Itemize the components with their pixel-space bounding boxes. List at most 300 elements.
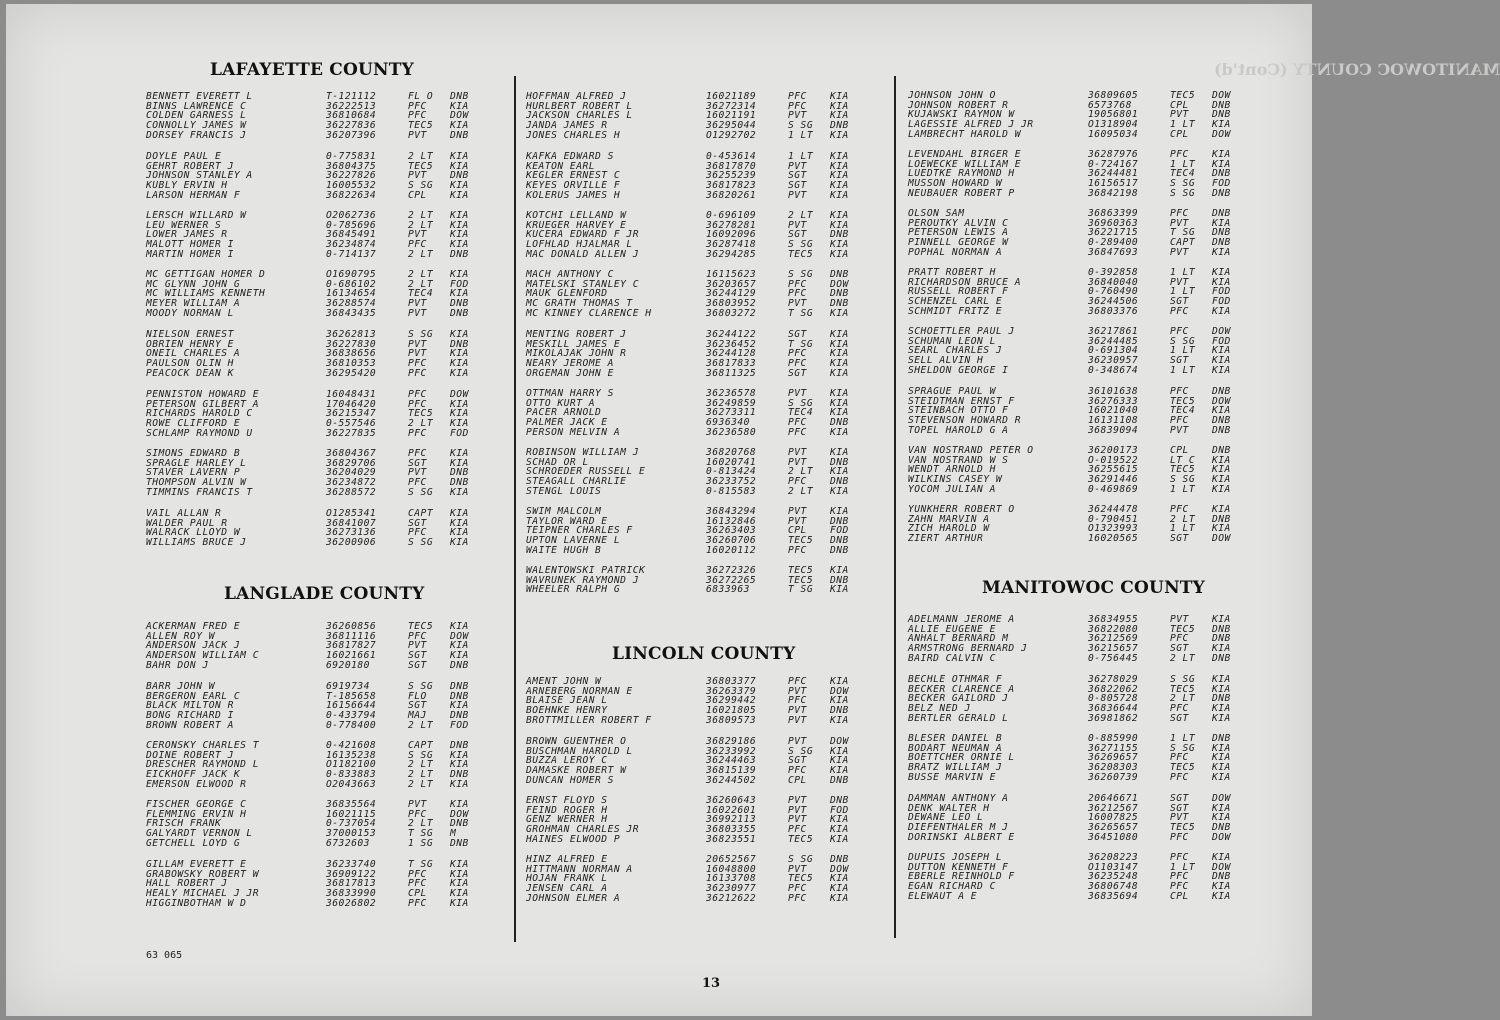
soldier-rank: PFC: [408, 897, 427, 909]
soldier-serial: 36809573: [706, 714, 757, 726]
soldier-rank: PVT: [788, 685, 807, 697]
soldier-rank: SGT: [1170, 296, 1189, 308]
soldier-status: KIA: [1212, 881, 1231, 893]
soldier-rank: TEC4: [788, 407, 814, 419]
soldier-serial: 20652567: [706, 854, 757, 865]
soldier-name: LARSON HERMAN F: [146, 189, 241, 201]
soldier-serial: 36222513: [326, 100, 377, 112]
soldier-serial: 36834955: [1088, 614, 1139, 625]
soldier-serial: 36208303: [1088, 762, 1139, 774]
soldier-serial: 36803376: [1088, 305, 1139, 317]
soldier-serial: 36215347: [326, 408, 377, 420]
soldier-serial: 36244481: [1088, 168, 1139, 180]
soldier-status: DNB: [450, 659, 469, 671]
soldier-rank: PFC: [1170, 326, 1189, 337]
soldier-rank: SGT: [408, 659, 427, 671]
soldier-name: JOHNSON JOHN O: [908, 90, 996, 101]
column-rule-left: [514, 76, 516, 942]
soldier-status: KIA: [1212, 504, 1231, 515]
soldier-rank: PVT: [788, 160, 807, 172]
soldier-serial: 16131108: [1088, 415, 1139, 427]
soldier-name: CERONSKY CHARLES T: [146, 740, 259, 751]
soldier-status: KIA: [830, 170, 849, 182]
soldier-rank: TEC5: [788, 833, 814, 845]
soldier-serial: 36288572: [326, 486, 377, 498]
soldier-serial: 36840040: [1088, 276, 1139, 288]
soldier-name: CONNOLLY JAMES W: [146, 120, 247, 132]
soldier-rank: SGT: [788, 180, 807, 192]
soldier-rank: S SG: [1170, 742, 1196, 754]
soldier-rank: PFC: [1170, 208, 1189, 219]
soldier-name: SCHMIDT FRITZ E: [908, 305, 1003, 317]
soldier-serial: 16092096: [706, 229, 757, 241]
soldier-status: FOD: [450, 278, 469, 290]
soldier-serial: 0-833883: [326, 769, 377, 781]
soldier-status: KIA: [830, 814, 849, 826]
soldier-serial: 36244129: [706, 288, 757, 300]
soldier-rank: S SG: [1170, 335, 1196, 347]
soldier-serial: 36817827: [326, 640, 377, 652]
soldier-status: KIA: [830, 407, 849, 419]
soldier-serial: 0-289400: [1088, 237, 1139, 249]
soldier-serial: O2043663: [326, 778, 377, 790]
soldier-serial: 36451080: [1088, 831, 1139, 843]
soldier-serial: 16132846: [706, 515, 757, 527]
soldier-rank: PFC: [788, 417, 807, 429]
soldier-status: KIA: [450, 367, 469, 379]
soldier-rank: S SG: [408, 749, 434, 761]
soldier-rank: FL O: [408, 91, 434, 102]
soldier-name: JONES CHARLES H: [526, 129, 621, 141]
soldier-serial: 36835564: [326, 799, 377, 810]
soldier-name: PAULSON OLIN H: [146, 358, 234, 370]
soldier-rank: PVT: [408, 338, 427, 350]
soldier-rank: PVT: [408, 467, 427, 479]
soldier-name: GRABOWSKY ROBERT W: [146, 868, 259, 880]
soldier-status: DNB: [450, 710, 469, 722]
soldier-rank: CAPT: [408, 508, 434, 519]
soldier-name: SCHROEDER RUSSELL E: [526, 466, 646, 478]
soldier-serial: 36227835: [326, 427, 377, 439]
soldier-name: PEROUTKY ALVIN C: [908, 217, 1009, 229]
soldier-name: BLESER DANIEL B: [908, 733, 1003, 744]
soldier-status: DNB: [1212, 652, 1231, 664]
soldier-serial: 36233752: [706, 476, 757, 488]
soldier-status: DOW: [1212, 831, 1231, 843]
soldier-name: JACKSON CHARLES L: [526, 110, 633, 122]
soldier-rank: MAJ: [408, 710, 427, 722]
soldier-serial: 36260706: [706, 535, 757, 547]
soldier-name: OTTMAN HARRY S: [526, 388, 614, 399]
soldier-status: KIA: [830, 506, 849, 517]
soldier-status: FOD: [450, 427, 469, 439]
soldier-status: KIA: [1212, 890, 1231, 902]
soldier-serial: 36295044: [706, 120, 757, 132]
soldier-status: DNB: [1212, 445, 1231, 456]
soldier-serial: 36263403: [706, 525, 757, 537]
soldier-rank: S SG: [788, 269, 814, 280]
soldier-name: PACER ARNOLD: [526, 407, 602, 419]
soldier-name: ROWE CLIFFORD E: [146, 418, 241, 430]
soldier-status: KIA: [1212, 305, 1231, 317]
soldier-serial: 36244478: [1088, 504, 1139, 515]
soldier-serial: 36823551: [706, 833, 757, 845]
soldier-status: KIA: [830, 447, 849, 458]
soldier-serial: 36909122: [326, 868, 377, 880]
soldier-name: STENGL LOUIS: [526, 485, 602, 497]
soldier-status: KIA: [450, 897, 469, 909]
soldier-name: ERNST FLOYD S: [526, 795, 608, 806]
soldier-serial: 36244502: [706, 774, 757, 786]
soldier-serial: O1318904: [1088, 119, 1139, 131]
soldier-serial: 6936340: [706, 417, 750, 429]
soldier-serial: 16133708: [706, 873, 757, 885]
soldier-rank: TEC5: [788, 574, 814, 586]
soldier-status: KIA: [450, 888, 469, 900]
soldier-rank: SGT: [1170, 802, 1189, 814]
soldier-status: KIA: [1212, 405, 1231, 417]
soldier-status: DOW: [450, 389, 469, 400]
soldier-serial: 36272314: [706, 100, 757, 112]
soldier-status: KIA: [830, 129, 849, 141]
soldier-rank: PFC: [788, 358, 807, 370]
soldier-name: BOEHNKE HENRY: [526, 705, 608, 717]
soldier-rank: PFC: [1170, 633, 1189, 645]
soldier-rank: 1 LT: [788, 129, 814, 141]
soldier-name: MALOTT HOMER I: [146, 239, 234, 251]
soldier-rank: S SG: [408, 681, 434, 692]
soldier-status: DOW: [1212, 793, 1231, 804]
soldier-status: KIA: [1212, 812, 1231, 824]
soldier-serial: 0-433794: [326, 710, 377, 722]
soldier-serial: 0-813424: [706, 466, 757, 478]
soldier-name: MC WILLIAMS KENNETH: [146, 288, 266, 300]
soldier-rank: PVT: [1170, 276, 1189, 288]
soldier-rank: 1 LT: [1170, 286, 1196, 298]
soldier-name: PENNISTON HOWARD E: [146, 389, 259, 400]
soldier-name: SCHUMAN LEON L: [908, 335, 996, 347]
soldier-rank: 1 SG: [408, 837, 434, 849]
soldier-serial: 36804367: [326, 448, 377, 459]
soldier-rank: 2 LT: [408, 719, 434, 731]
soldier-name: PERSON MELVIN A: [526, 426, 621, 438]
soldier-name: WILLIAMS BRUCE J: [146, 537, 247, 549]
soldier-rank: PVT: [1170, 812, 1189, 824]
soldier-serial: 36863399: [1088, 208, 1139, 219]
soldier-serial: 36278029: [1088, 674, 1139, 685]
soldier-status: KIA: [830, 873, 849, 885]
soldier-serial: 36804375: [326, 160, 377, 172]
soldier-rank: 2 LT: [408, 219, 434, 231]
soldier-serial: 36291446: [1088, 474, 1139, 486]
soldier-serial: 36236578: [706, 388, 757, 399]
soldier-status: DNB: [1212, 513, 1231, 525]
soldier-status: KIA: [1212, 158, 1231, 170]
soldier-name: ALLIE EUGENE E: [908, 623, 996, 635]
soldier-rank: PVT: [408, 348, 427, 360]
soldier-status: KIA: [1212, 762, 1231, 774]
soldier-serial: 36810684: [326, 110, 377, 122]
soldier-serial: 36820768: [706, 447, 757, 458]
soldier-status: KIA: [830, 248, 849, 260]
soldier-serial: 36829186: [706, 736, 757, 747]
soldier-serial: 36288574: [326, 298, 377, 310]
soldier-serial: 36835694: [1088, 890, 1139, 902]
soldier-serial: 36260856: [326, 621, 377, 632]
soldier-rank: PFC: [788, 426, 807, 438]
soldier-status: KIA: [450, 329, 469, 340]
soldier-name: KAFKA EDWARD S: [526, 151, 614, 162]
soldier-rank: PFC: [788, 824, 807, 836]
soldier-rank: PFC: [1170, 752, 1189, 764]
soldier-status: DNB: [830, 298, 849, 310]
soldier-rank: 1 LT: [1170, 158, 1196, 170]
soldier-name: ARNEBERG NORMAN E: [526, 685, 633, 697]
soldier-serial: 0-737054: [326, 818, 377, 830]
soldier-name: STEINBACH OTTO F: [908, 405, 1009, 417]
soldier-name: ALLEN ROY W: [146, 630, 216, 642]
soldier-status: DOW: [1212, 395, 1231, 407]
soldier-rank: T SG: [788, 584, 814, 596]
soldier-rank: 2 LT: [788, 466, 814, 478]
soldier-name: MC GRATH THOMAS T: [526, 298, 633, 310]
soldier-rank: CPL: [1170, 128, 1189, 140]
soldier-serial: 36806748: [1088, 881, 1139, 893]
soldier-status: KIA: [830, 485, 849, 497]
soldier-serial: 16115623: [706, 269, 757, 280]
soldier-status: KIA: [1212, 345, 1231, 357]
soldier-serial: 16007825: [1088, 812, 1139, 824]
soldier-serial: 16021805: [706, 705, 757, 717]
soldier-rank: S SG: [788, 239, 814, 251]
soldier-rank: TEC5: [1170, 90, 1196, 101]
soldier-name: DORSEY FRANCIS J: [146, 129, 247, 141]
soldier-name: KOLERUS JAMES H: [526, 189, 621, 201]
soldier-serial: 0-756445: [1088, 652, 1139, 664]
county-heading: LANGLADE COUNTY: [224, 584, 425, 604]
soldier-serial: 6732603: [326, 837, 370, 849]
soldier-name: BRATZ WILLIAM J: [908, 762, 1003, 774]
soldier-name: VAN NOSTRAND PETER O: [908, 445, 1034, 456]
soldier-rank: SGT: [1170, 355, 1189, 367]
soldier-rank: 2 LT: [1170, 652, 1196, 664]
soldier-serial: 36278281: [706, 219, 757, 231]
soldier-serial: 36204029: [326, 467, 377, 479]
soldier-status: DNB: [1212, 733, 1231, 744]
soldier-status: KIA: [1212, 643, 1231, 655]
soldier-name: BERTLER GERALD L: [908, 712, 1009, 724]
soldier-name: SEARL CHARLES J: [908, 345, 1003, 357]
soldier-name: BUZZA LEROY C: [526, 755, 608, 767]
soldier-name: SCHAD OR L: [526, 456, 589, 468]
soldier-name: EGAN RICHARD C: [908, 881, 996, 893]
soldier-name: BINNS LAWRENCE C: [146, 100, 247, 112]
soldier-rank: CAPT: [1170, 237, 1196, 249]
soldier-rank: PFC: [788, 883, 807, 895]
soldier-rank: S SG: [788, 397, 814, 409]
soldier-serial: 36026802: [326, 897, 377, 909]
soldier-name: HINZ ALFRED E: [526, 854, 608, 865]
soldier-status: DOW: [1212, 861, 1231, 873]
soldier-name: ANHALT BERNARD M: [908, 633, 1009, 645]
soldier-name: JOHNSON STANLEY A: [146, 170, 253, 182]
soldier-status: KIA: [450, 799, 469, 810]
soldier-serial: 0-453614: [706, 151, 757, 162]
soldier-status: KIA: [450, 120, 469, 132]
soldier-rank: PVT: [788, 110, 807, 122]
soldier-status: KIA: [450, 527, 469, 539]
soldier-name: RICHARDS HAROLD C: [146, 408, 253, 420]
soldier-name: ZAHN MARVIN A: [908, 513, 990, 525]
soldier-name: WALENTOWSKI PATRICK: [526, 565, 646, 576]
soldier-name: MESKILL JAMES E: [526, 338, 621, 350]
soldier-name: WAITE HUGH B: [526, 544, 602, 556]
soldier-name: SCHOETTLER PAUL J: [908, 326, 1015, 337]
soldier-rank: PFC: [408, 878, 427, 890]
soldier-status: FOD: [1212, 335, 1231, 347]
soldier-status: KIA: [450, 288, 469, 300]
soldier-status: KIA: [1212, 683, 1231, 695]
soldier-serial: 36215657: [1088, 643, 1139, 655]
soldier-status: DNB: [1212, 386, 1231, 397]
soldier-name: MUSSON HOWARD W: [908, 178, 1003, 190]
soldier-status: FOD: [450, 719, 469, 731]
soldier-name: LOEWECKE WILLIAM E: [908, 158, 1021, 170]
soldier-serial: 36249859: [706, 397, 757, 409]
soldier-serial: 0-691304: [1088, 345, 1139, 357]
soldier-serial: 36845491: [326, 229, 377, 241]
soldier-rank: PFC: [788, 544, 807, 556]
soldier-serial: 37000153: [326, 828, 377, 840]
soldier-rank: S SG: [1170, 674, 1196, 685]
soldier-name: FEIND ROGER H: [526, 804, 608, 816]
soldier-name: WALDER PAUL R: [146, 517, 228, 529]
soldier-name: HEALY MICHAEL J JR: [146, 888, 259, 900]
soldier-serial: 16021115: [326, 808, 377, 820]
soldier-rank: 1 LT: [1170, 119, 1196, 131]
soldier-serial: T-121112: [326, 91, 377, 102]
soldier-serial: 0-469869: [1088, 483, 1139, 495]
page-number: 13: [702, 976, 721, 991]
soldier-name: SPRAGLE HARLEY L: [146, 457, 247, 469]
soldier-status: KIA: [450, 408, 469, 420]
soldier-serial: 36263379: [706, 685, 757, 697]
soldier-name: ROBINSON WILLIAM J: [526, 447, 639, 458]
soldier-status: FOD: [1212, 178, 1231, 190]
soldier-name: JOHNSON ELMER A: [526, 892, 621, 904]
soldier-rank: PFC: [1170, 852, 1189, 863]
soldier-serial: 0-785696: [326, 219, 377, 231]
soldier-name: TEIPNER CHARLES F: [526, 525, 633, 537]
soldier-name: ACKERMAN FRED E: [146, 621, 241, 632]
soldier-status: KIA: [450, 448, 469, 459]
soldier-rank: CPL: [788, 774, 807, 786]
soldier-status: DNB: [450, 298, 469, 310]
soldier-name: BOETTCHER ORNIE L: [908, 752, 1015, 764]
soldier-name: ORGEMAN JOHN E: [526, 367, 614, 379]
soldier-rank: PVT: [788, 736, 807, 747]
soldier-name: DOYLE PAUL E: [146, 151, 222, 162]
soldier-serial: 16134654: [326, 288, 377, 300]
soldier-status: DNB: [450, 467, 469, 479]
soldier-name: DAMMAN ANTHONY A: [908, 793, 1009, 804]
soldier-status: KIA: [830, 466, 849, 478]
soldier-status: DOW: [1212, 326, 1231, 337]
column-rule-right: [894, 76, 896, 938]
soldier-rank: PFC: [1170, 504, 1189, 515]
soldier-status: KIA: [1212, 276, 1231, 288]
soldier-serial: O1182100: [326, 759, 377, 771]
soldier-name: LAGESSIE ALFRED J JR: [908, 119, 1034, 131]
soldier-rank: SGT: [788, 229, 807, 241]
soldier-rank: S SG: [1170, 187, 1196, 199]
soldier-status: KIA: [450, 210, 469, 221]
soldier-rank: CPL: [408, 888, 427, 900]
soldier-name: KRUEGER HARVEY E: [526, 219, 627, 231]
soldier-status: DNB: [1212, 237, 1231, 249]
soldier-status: DNB: [1212, 99, 1231, 111]
soldier-rank: PFC: [788, 278, 807, 290]
soldier-serial: O1103147: [1088, 861, 1139, 873]
soldier-rank: PFC: [1170, 703, 1189, 715]
soldier-serial: 16021661: [326, 650, 377, 662]
soldier-name: DIEFENTHALER M J: [908, 822, 1009, 834]
soldier-rank: SGT: [788, 329, 807, 340]
soldier-serial: 36803952: [706, 298, 757, 310]
soldier-serial: 36820261: [706, 189, 757, 201]
soldier-name: OTTO KURT A: [526, 397, 596, 409]
soldier-serial: 36299442: [706, 695, 757, 707]
soldier-status: KIA: [450, 239, 469, 251]
soldier-status: KIA: [450, 100, 469, 112]
soldier-status: DNB: [830, 456, 849, 468]
soldier-serial: O-019522: [1088, 454, 1139, 466]
soldier-name: MC GETTIGAN HOMER D: [146, 269, 266, 280]
soldier-status: KIA: [830, 755, 849, 767]
soldier-rank: PVT: [788, 714, 807, 726]
soldier-rank: 2 LT: [408, 151, 434, 162]
soldier-name: HITTMANN NORMAN A: [526, 863, 633, 875]
soldier-rank: PFC: [408, 367, 427, 379]
soldier-serial: 36235248: [1088, 871, 1139, 883]
soldier-serial: 16020741: [706, 456, 757, 468]
soldier-rank: PFC: [788, 476, 807, 488]
soldier-serial: 36276333: [1088, 395, 1139, 407]
soldier-status: DNB: [450, 170, 469, 182]
soldier-serial: O2062736: [326, 210, 377, 221]
soldier-rank: 1 LT: [1170, 861, 1196, 873]
soldier-name: BUSSE MARVIN E: [908, 771, 996, 783]
soldier-name: NIELSON ERNEST: [146, 329, 234, 340]
soldier-status: KIA: [1212, 267, 1231, 278]
soldier-name: KEATON EARL: [526, 160, 596, 172]
county-heading: LINCOLN COUNTY: [612, 644, 796, 664]
soldier-serial: 36817870: [706, 160, 757, 172]
soldier-rank: PFC: [408, 448, 427, 459]
soldier-rank: PFC: [788, 765, 807, 777]
soldier-serial: 36269657: [1088, 752, 1139, 764]
soldier-serial: 36295420: [326, 367, 377, 379]
soldier-name: KUJAWSKI RAYMON W: [908, 109, 1015, 121]
soldier-status: KIA: [830, 219, 849, 231]
soldier-serial: 36981862: [1088, 712, 1139, 724]
soldier-name: GROHMAN CHARLES JR: [526, 824, 639, 836]
soldier-name: KUBLY ERVIN H: [146, 180, 228, 192]
soldier-status: KIA: [450, 878, 469, 890]
soldier-serial: 36244463: [706, 755, 757, 767]
soldier-rank: TEC5: [1170, 683, 1196, 695]
soldier-rank: PVT: [788, 814, 807, 826]
